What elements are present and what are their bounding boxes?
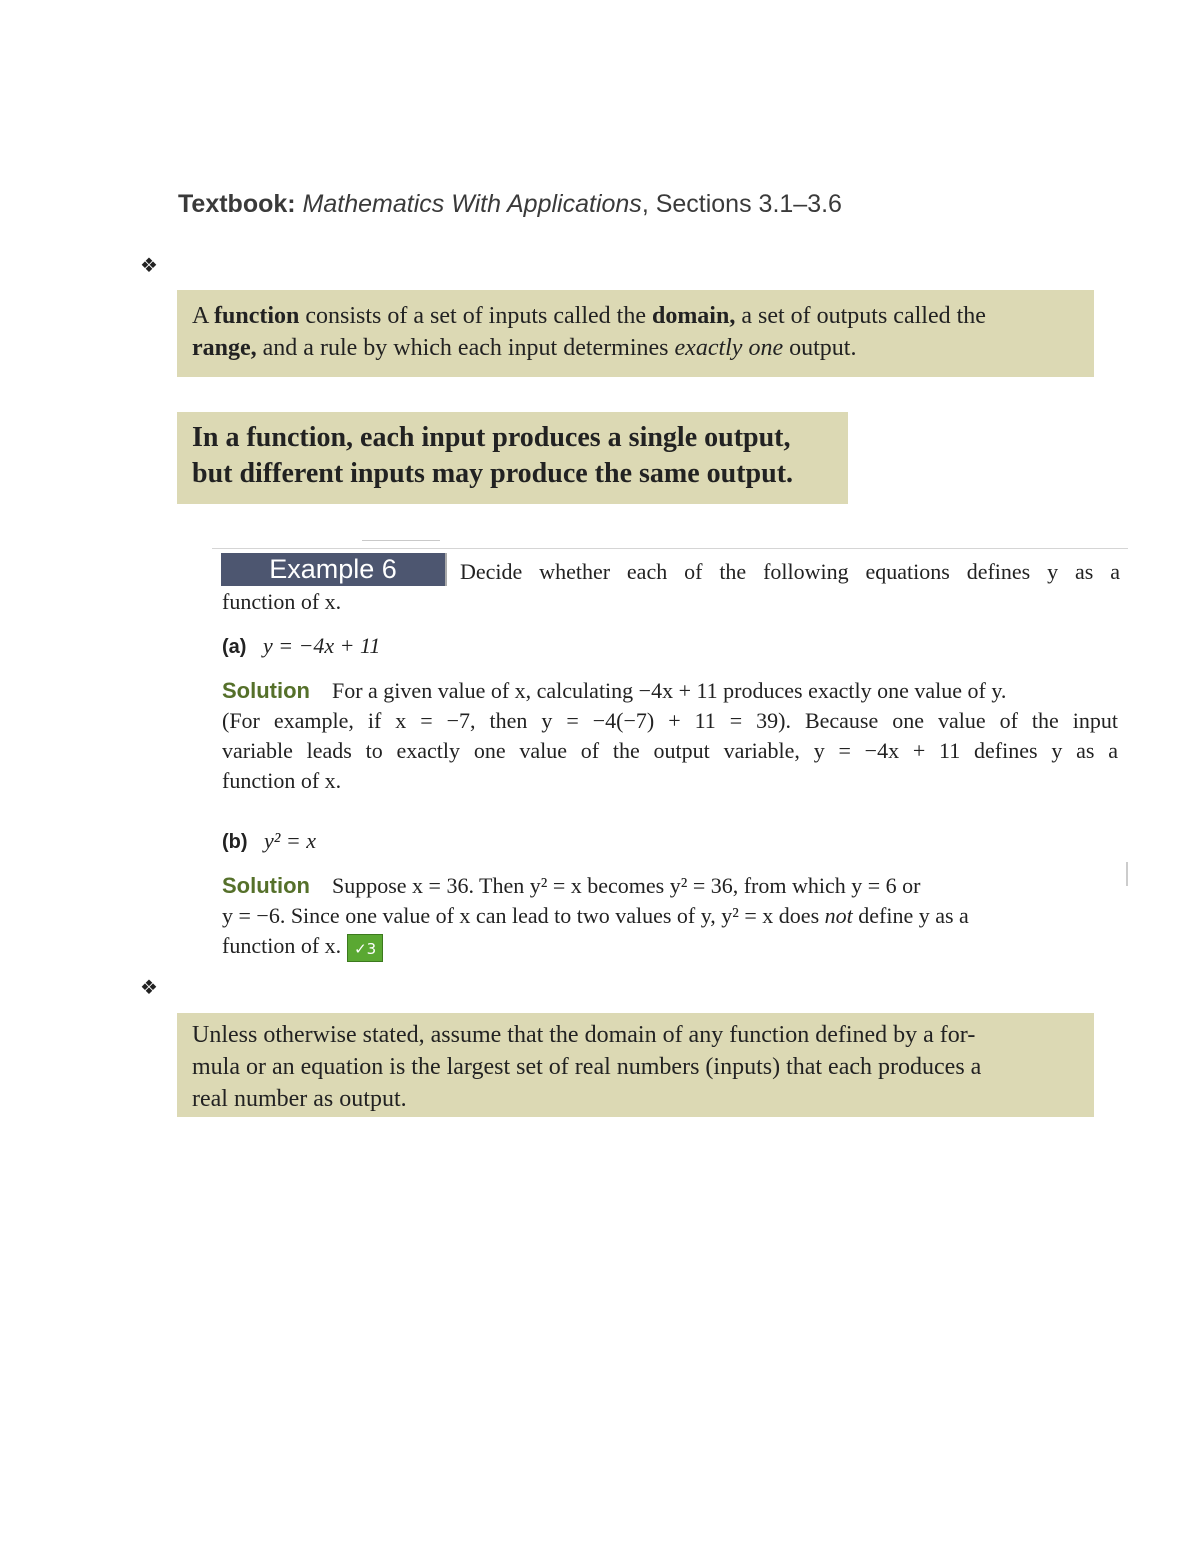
solution-text: y = −6. Since one value of x can lead to two values of y, y² = x does	[222, 903, 825, 928]
example-prompt: function of x.	[222, 589, 342, 614]
key-idea-line: In a function, each input produces a single output,	[192, 422, 791, 453]
def-text: A	[192, 303, 215, 329]
part-a-equation	[222, 631, 1118, 662]
box-line: Unless otherwise stated, assume that the domain of any function defined by a for-	[192, 1022, 976, 1048]
solution-text: function of x.	[222, 768, 342, 793]
example-badge: Example 6	[221, 553, 447, 586]
solution-text	[222, 931, 1118, 962]
textbook-title: Mathematics With Applications	[302, 190, 642, 218]
solution-b-line	[222, 871, 1118, 901]
key-idea-box	[177, 412, 848, 504]
heading-sections: , Sections 3.1–3.6	[641, 190, 842, 218]
solution-label: Solution	[222, 678, 310, 703]
equation: y² = x	[264, 828, 317, 853]
divider	[362, 540, 440, 541]
key-idea-line: but different inputs may produce the same output.	[192, 458, 794, 489]
solution-text: (For example, if x = −7, then y = −4(−7) + 11 = 39). Because one value of the input	[222, 708, 1118, 733]
solution-text: variable leads to exactly one value of the output variable, y = −4x + 11 defines y as a	[222, 738, 1118, 763]
emphasis: not	[824, 903, 853, 928]
part-b-equation	[222, 826, 1118, 857]
part-b-label: (b)	[222, 831, 248, 853]
solution-text: function of x.	[222, 933, 342, 958]
solution-text: For a given value of x, calculating −4x + 11 produces exactly one value of y.	[331, 678, 1007, 703]
margin-mark	[1126, 862, 1128, 886]
def-term-range: range,	[192, 335, 257, 361]
heading-label: Textbook:	[178, 190, 296, 218]
def-emphasis: exactly one	[674, 335, 784, 361]
bullet-icon: ❖	[140, 253, 158, 277]
example-6	[212, 540, 1128, 970]
box-line: real number as output.	[192, 1086, 407, 1112]
def-text: and a rule by which each input determines	[256, 335, 675, 361]
domain-convention-box	[177, 1013, 1094, 1117]
equation: y = −4x + 11	[262, 633, 381, 658]
def-text: consists of a set of inputs called the	[299, 303, 652, 329]
solution-label: Solution	[222, 873, 310, 898]
divider	[212, 548, 1128, 549]
checkpoint-badge: ✓3	[347, 934, 383, 962]
definition-box	[177, 290, 1094, 377]
def-text: output.	[783, 335, 857, 361]
bullet-icon: ❖	[140, 975, 158, 999]
box-line: mula or an equation is the largest set of real numbers (inputs) that each produces a	[192, 1054, 982, 1080]
solution-text: define y as a	[852, 903, 969, 928]
def-text: a set of outputs called the	[735, 303, 986, 329]
solution-text	[222, 901, 1118, 931]
solution-text: Suppose x = 36. Then y² = x becomes y² = 36, from which y = 6 or	[331, 873, 921, 898]
part-a-label: (a)	[222, 636, 247, 658]
solution-a-line	[222, 676, 1118, 706]
def-term-function: function	[214, 303, 300, 329]
page-heading	[178, 190, 842, 219]
def-term-domain: domain,	[651, 303, 736, 329]
example-prompt: Decide whether each of the following equations defines y as a	[460, 559, 1120, 584]
